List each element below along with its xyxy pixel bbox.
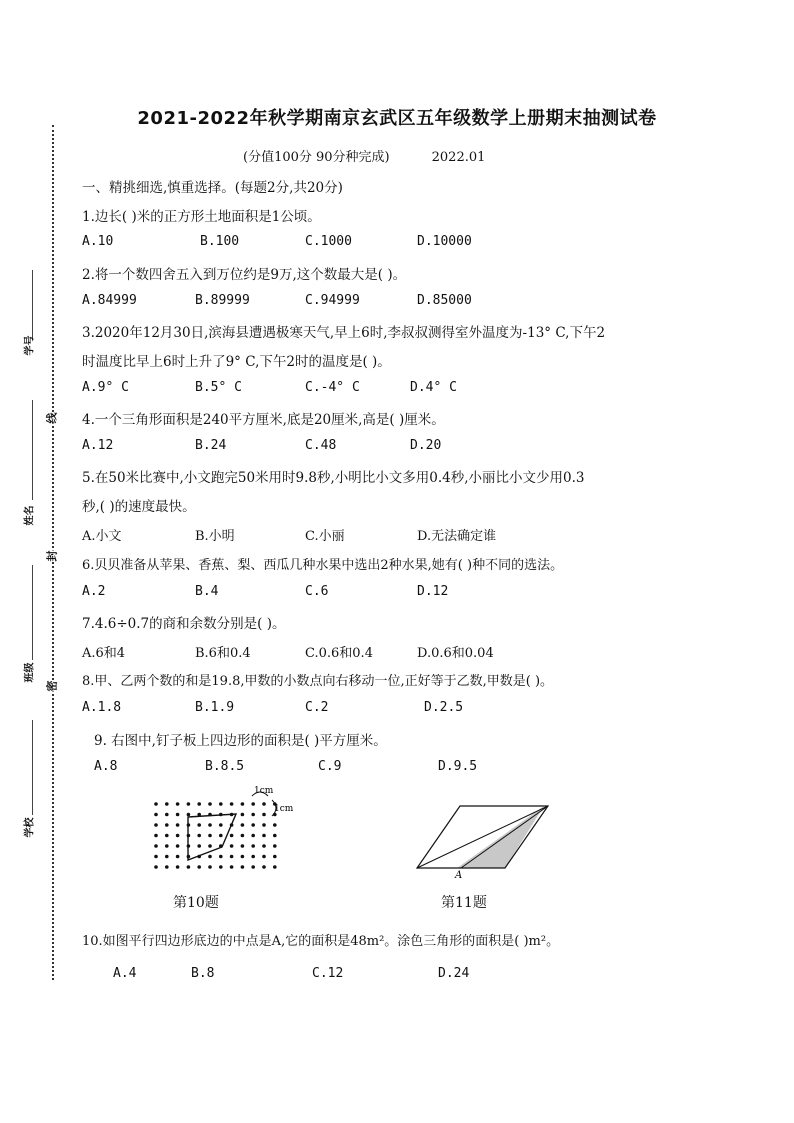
question-5-line2: 秒,( )的速度最快。: [82, 499, 196, 515]
geoboard-peg: [219, 834, 223, 838]
class-line: [32, 565, 33, 660]
option-8c: C.2: [305, 700, 329, 715]
geoboard-peg: [187, 865, 191, 869]
geoboard-peg: [165, 823, 169, 827]
geoboard-peg: [241, 802, 245, 806]
unit-label-vertical: 1cm: [274, 804, 294, 814]
option-10a: A.4: [113, 966, 137, 981]
geoboard-peg: [165, 855, 169, 859]
geoboard-figure: [150, 782, 294, 872]
option-5d: D.无法确定谁: [417, 529, 497, 544]
geoboard-peg: [208, 865, 212, 869]
option-1c: C.1000: [305, 234, 352, 249]
option-4d: D.20: [410, 438, 442, 453]
question-5-line1: 5.在50米比赛中,小文跑完50米用时9.8秒,小明比小文多用0.4秒,小丽比小文少用0.3: [82, 470, 585, 486]
geoboard-peg: [176, 802, 180, 806]
geoboard-peg: [251, 865, 255, 869]
geoboard-peg: [165, 834, 169, 838]
option-9c: C.9: [318, 759, 342, 774]
option-2b: B.89999: [195, 293, 250, 308]
school-label: 学校: [24, 817, 36, 838]
name-line: [32, 400, 33, 500]
geoboard-peg: [230, 802, 234, 806]
exam-info: [243, 146, 485, 165]
question-3-line2: 时温度比早上6时上升了9° C,下午2时的温度是( )。: [82, 354, 391, 370]
geoboard-peg: [176, 834, 180, 838]
option-10b: B.8: [191, 966, 215, 981]
question-8: 8.甲、乙两个数的和是19.8,甲数的小数点向右移动一位,正好等于乙数,甲数是( )。: [82, 674, 554, 689]
option-8b: B.1.9: [195, 700, 235, 715]
geoboard-peg: [273, 834, 277, 838]
geoboard-peg: [273, 855, 277, 859]
geoboard-peg: [273, 844, 277, 848]
geoboard-peg: [241, 865, 245, 869]
geoboard-peg: [208, 823, 212, 827]
question-7: 7.4.6÷0.7的商和余数分别是( )。: [82, 616, 286, 632]
geoboard-peg: [197, 834, 201, 838]
option-5c: C.小丽: [305, 529, 345, 544]
geoboard-peg: [154, 834, 158, 838]
option-3b: B.5° C: [195, 380, 242, 395]
geoboard-peg: [165, 802, 169, 806]
student-id-line: [32, 270, 33, 340]
option-10c: C.12: [312, 966, 344, 981]
geoboard-peg: [241, 813, 245, 817]
figure-11-caption: 第11题: [441, 895, 487, 911]
geoboard-peg: [262, 823, 266, 827]
geoboard-peg: [251, 844, 255, 848]
geoboard-peg: [241, 844, 245, 848]
geoboard-peg: [208, 834, 212, 838]
option-4b: B.24: [195, 438, 227, 453]
section-heading: 一、精挑细选,慎重选择。(每题2分,共20分): [82, 180, 343, 196]
option-9d: D.9.5: [438, 759, 478, 774]
geoboard-peg: [219, 855, 223, 859]
option-7b: B.6和0.4: [195, 646, 251, 661]
shaded-triangle: [457, 806, 544, 868]
geoboard-peg: [219, 802, 223, 806]
question-6: 6.贝贝准备从苹果、香蕉、梨、西瓜几种水果中选出2种水果,她有( )种不同的选法。: [82, 558, 564, 573]
geoboard-peg: [176, 844, 180, 848]
unit-label-horizontal: 1cm: [254, 786, 274, 796]
geoboard-peg: [219, 865, 223, 869]
geoboard-peg: [251, 823, 255, 827]
point-a-label: A: [455, 870, 463, 881]
parallelogram-figure: [410, 798, 555, 881]
option-7a: A.6和4: [82, 646, 126, 661]
seal-char-secret: 密: [42, 681, 62, 692]
name-label: 姓名: [24, 505, 36, 526]
option-3d: D.4° C: [410, 380, 457, 395]
option-6d: D.12: [417, 584, 449, 599]
geoboard-peg: [154, 855, 158, 859]
geoboard-peg: [165, 813, 169, 817]
question-3-line1: 3.2020年12月30日,滨海县遭遇极寒天气,早上6时,李叔叔测得室外温度为-13° C,下午2: [82, 325, 606, 341]
class-label: 班级: [24, 662, 36, 683]
option-1b: B.100: [200, 234, 240, 249]
option-4a: A.12: [82, 438, 114, 453]
question-10: 10.如图平行四边形底边的中点是A,它的面积是48m²。涂色三角形的面积是( )m²。: [82, 934, 560, 949]
geoboard-peg: [208, 855, 212, 859]
geoboard-peg: [154, 823, 158, 827]
geoboard-peg: [262, 865, 266, 869]
geoboard-peg: [176, 813, 180, 817]
geoboard-peg: [262, 802, 266, 806]
geoboard-peg: [187, 802, 191, 806]
option-7c: C.0.6和0.4: [305, 646, 373, 661]
geoboard-peg: [262, 834, 266, 838]
exam-date: 2022.01: [431, 150, 486, 165]
geoboard-peg: [273, 823, 277, 827]
option-3c: C.-4° C: [305, 380, 360, 395]
option-4c: C.48: [305, 438, 337, 453]
option-6a: A.2: [82, 584, 106, 599]
geoboard-peg: [187, 813, 191, 817]
option-9b: B.8.5: [205, 759, 245, 774]
geoboard-peg: [197, 823, 201, 827]
geoboard-peg: [262, 844, 266, 848]
option-8a: A.1.8: [82, 700, 122, 715]
geoboard-peg: [219, 823, 223, 827]
option-6b: B.4: [195, 584, 219, 599]
seal-char-line: 线: [42, 413, 62, 424]
option-6c: C.6: [305, 584, 329, 599]
student-id-label: 学号: [24, 335, 36, 356]
geoboard-peg: [165, 865, 169, 869]
geoboard-peg: [230, 834, 234, 838]
geoboard-peg: [154, 802, 158, 806]
geoboard-peg: [208, 802, 212, 806]
geoboard-peg: [251, 855, 255, 859]
geoboard-peg: [251, 802, 255, 806]
geoboard-peg: [165, 844, 169, 848]
question-4: 4.一个三角形面积是240平方厘米,底是20厘米,高是( )厘米。: [82, 412, 445, 428]
option-3a: A.9° C: [82, 380, 129, 395]
geoboard-peg: [251, 834, 255, 838]
option-9a: A.8: [94, 759, 118, 774]
option-8d: D.2.5: [424, 700, 464, 715]
geoboard-peg: [273, 865, 277, 869]
geoboard-peg: [262, 813, 266, 817]
option-2c: C.94999: [305, 293, 360, 308]
geoboard-peg: [208, 844, 212, 848]
score-time-info: (分值100分 90分种完成): [243, 150, 390, 165]
geoboard-peg: [241, 834, 245, 838]
geoboard-peg: [176, 865, 180, 869]
geoboard-peg: [230, 844, 234, 848]
geoboard-peg: [154, 844, 158, 848]
seal-char-seal: 封: [42, 551, 62, 562]
geoboard-peg: [241, 823, 245, 827]
geoboard-peg: [197, 865, 201, 869]
geoboard-peg: [230, 855, 234, 859]
option-5b: B.小明: [195, 529, 235, 544]
geoboard-peg: [176, 823, 180, 827]
question-1: 1.边长( )米的正方形土地面积是1公顷。: [82, 209, 321, 225]
question-2: 2.将一个数四舍五入到万位约是9万,这个数最大是( )。: [82, 267, 407, 283]
geoboard-dots: [154, 802, 276, 869]
geoboard-peg: [154, 865, 158, 869]
school-line: [32, 720, 33, 815]
geoboard-quadrilateral: [188, 814, 236, 860]
option-5a: A.小文: [82, 529, 122, 544]
question-9: 9. 右图中,钉子板上四边形的面积是( )平方厘米。: [94, 733, 387, 749]
geoboard-peg: [197, 802, 201, 806]
option-1a: A.10: [82, 234, 114, 249]
option-7d: D.0.6和0.04: [417, 646, 494, 661]
geoboard-peg: [230, 865, 234, 869]
geoboard-peg: [176, 855, 180, 859]
geoboard-peg: [262, 855, 266, 859]
geoboard-peg: [197, 844, 201, 848]
page-title: 2021-2022年秋学期南京玄武区五年级数学上册期末抽测试卷: [137, 108, 657, 129]
figure-10-caption: 第10题: [173, 895, 219, 911]
option-1d: D.10000: [417, 234, 472, 249]
geoboard-peg: [241, 855, 245, 859]
geoboard-peg: [154, 813, 158, 817]
option-2d: D.85000: [417, 293, 472, 308]
geoboard-peg: [251, 813, 255, 817]
option-2a: A.84999: [82, 293, 137, 308]
option-10d: D.24: [438, 966, 470, 981]
